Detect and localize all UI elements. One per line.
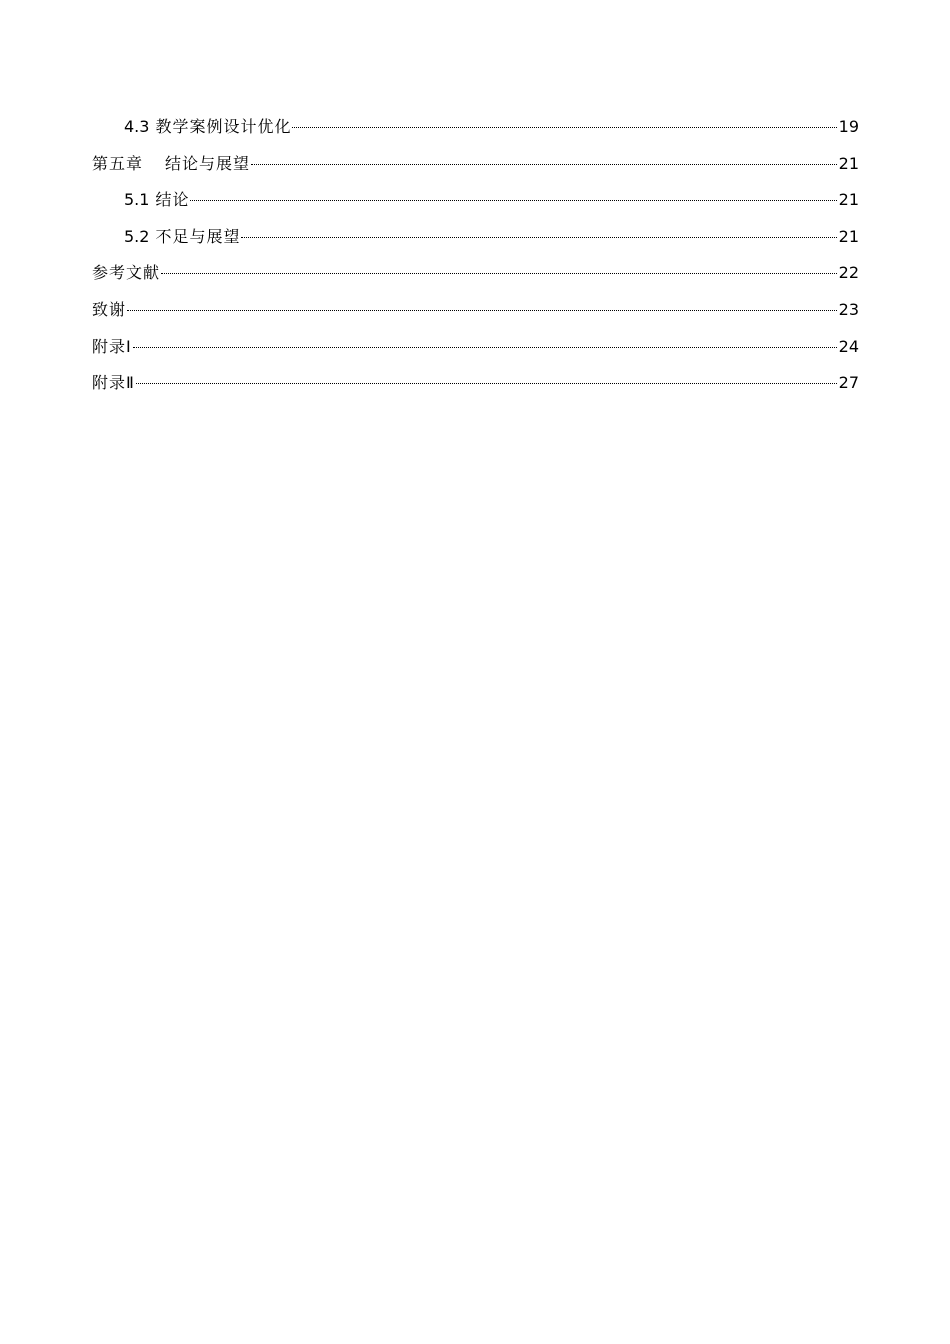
toc-entry-4-3[interactable] [92, 114, 859, 151]
toc-dot-leader [127, 310, 837, 311]
toc-entry-text: 参考文献 [92, 263, 161, 283]
toc-entry-number: 5.1 [124, 190, 150, 210]
toc-dot-leader [251, 164, 837, 165]
toc-entry-text: 附录Ⅰ [92, 336, 132, 356]
toc-dot-leader [190, 200, 836, 201]
toc-dot-leader [292, 127, 836, 128]
toc-entry-number: 4.3 [124, 117, 150, 136]
toc-dot-leader [161, 273, 837, 274]
toc-entry-appendix-2[interactable] [92, 370, 859, 407]
toc-entry-appendix-1[interactable] [92, 334, 859, 371]
toc-entry-text: 不足与展望 [155, 226, 241, 246]
toc-entry-title [124, 224, 240, 250]
toc-page-number: 27 [838, 373, 859, 393]
toc-entry-chapter-5[interactable] [92, 151, 859, 188]
toc-entry-title [92, 151, 250, 177]
toc-entry-text: 附录Ⅱ [92, 373, 135, 393]
toc-entry-text: 结论与展望 [165, 153, 251, 173]
toc-dot-leader [241, 237, 836, 238]
toc-entry-title [124, 114, 291, 140]
toc-dot-leader [133, 347, 837, 348]
toc-entry-text: 致谢 [92, 299, 127, 319]
toc-page-number: 21 [838, 226, 859, 246]
toc-entry-number: 5.2 [124, 226, 150, 246]
toc-entry-references[interactable] [92, 260, 859, 297]
table-of-contents [92, 114, 859, 407]
toc-entry-title [124, 187, 189, 213]
toc-page-number: 24 [838, 336, 859, 356]
toc-entry-text: 教学案例设计优化 [155, 117, 292, 136]
toc-page-number: 21 [838, 190, 859, 210]
toc-page-number: 19 [838, 117, 859, 136]
toc-page-number: 21 [838, 153, 859, 173]
toc-entry-text: 结论 [155, 190, 190, 210]
toc-entry-number: 第五章 [92, 153, 144, 173]
toc-dot-leader [136, 383, 837, 384]
toc-page-number: 22 [838, 263, 859, 283]
toc-page-number: 23 [838, 299, 859, 319]
toc-entry-5-2[interactable] [92, 224, 859, 261]
toc-entry-5-1[interactable] [92, 187, 859, 224]
toc-entry-acknowledgements[interactable] [92, 297, 859, 334]
